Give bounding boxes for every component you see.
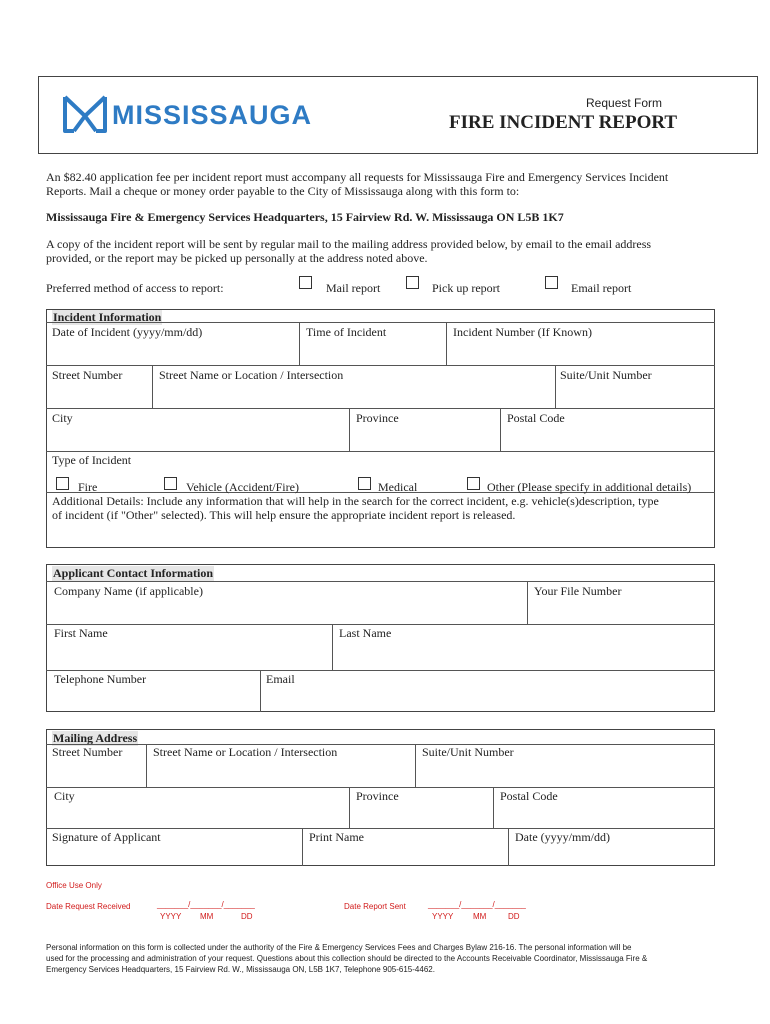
vehicle-checkbox[interactable] (164, 477, 177, 490)
divider (302, 828, 303, 866)
email-report-checkbox[interactable] (545, 276, 558, 289)
other-checkbox[interactable] (467, 477, 480, 490)
mississauga-logo-icon (62, 92, 108, 134)
medical-label: Medical (378, 480, 418, 494)
request-form-label: Request Form (586, 96, 663, 110)
divider (146, 744, 147, 787)
divider (527, 581, 528, 624)
divider (500, 408, 501, 451)
received-mm-label: MM (200, 912, 214, 921)
type-of-incident-label: Type of Incident (52, 453, 132, 467)
divider (446, 322, 447, 365)
mailing-street-name-field[interactable]: Street Name or Location / Intersection (153, 745, 338, 759)
divider (46, 624, 715, 625)
pick-up-report-checkbox[interactable] (406, 276, 419, 289)
incident-suite-field[interactable]: Suite/Unit Number (560, 368, 652, 382)
incident-street-number-field[interactable]: Street Number (52, 368, 123, 382)
divider (152, 365, 153, 408)
logo-text: MISSISSAUGA (112, 100, 313, 130)
office-use-title: Office Use Only (46, 881, 102, 890)
hq-address: Mississauga Fire & Emergency Services Headquarters, 15 Fairview Rd. W. Mississauga ON L5B 1K7 (46, 210, 564, 224)
mailing-province-field[interactable]: Province (356, 789, 399, 803)
additional-details-line-1: Additional Details: Include any information that will help in the search for the correct incident, e.g. vehicle(s)description, type (52, 494, 659, 508)
date-sent-label: Date Report Sent (344, 902, 406, 911)
date-received-blank[interactable]: _______/_______/_______ (157, 900, 255, 909)
mailing-postal-code-field[interactable]: Postal Code (500, 789, 558, 803)
divider (46, 787, 715, 788)
mail-report-label: Mail report (326, 281, 381, 295)
divider (260, 670, 261, 712)
divider (493, 787, 494, 828)
email-report-label: Email report (571, 281, 632, 295)
access-method-label: Preferred method of access to report: (46, 281, 224, 295)
fee-text-line-1: An $82.40 application fee per incident report must accompany all requests for Mississauga Fire and Emergency Services Incident (46, 170, 669, 184)
divider (46, 365, 715, 366)
email-field[interactable]: Email (266, 672, 295, 686)
mailing-city-field[interactable]: City (54, 789, 75, 803)
incident-city-field[interactable]: City (52, 411, 73, 425)
incident-province-field[interactable]: Province (356, 411, 399, 425)
mailing-section-title: Mailing Address (53, 731, 138, 745)
divider (415, 744, 416, 787)
sent-yyyy-label: YYYY (432, 912, 454, 921)
fire-label: Fire (78, 480, 98, 494)
incident-street-name-field[interactable]: Street Name or Location / Intersection (159, 368, 344, 382)
privacy-notice-line-2: used for the processing and administration of your request. Questions about this collection should be directed to the Accounts Receivable Coordinator, Mississauga Fire & (46, 954, 648, 963)
fee-text-line-2: Reports. Mail a cheque or money order payable to the City of Mississauga along with this form to: (46, 184, 520, 198)
vehicle-label: Vehicle (Accident/Fire) (186, 480, 299, 494)
copy-text-line-2: provided, or the report may be picked up personally at the address noted above. (46, 251, 428, 265)
file-number-field[interactable]: Your File Number (534, 584, 622, 598)
date-sent-blank[interactable]: _______/_______/_______ (428, 900, 526, 909)
received-yyyy-label: YYYY (160, 912, 182, 921)
incident-postal-code-field[interactable]: Postal Code (507, 411, 565, 425)
divider (46, 670, 715, 671)
divider (46, 451, 715, 452)
additional-details-line-2: of incident (if "Other" selected). This will help ensure the appropriate incident report is released. (52, 508, 516, 522)
divider (46, 581, 715, 582)
date-of-incident-field[interactable]: Date of Incident (yyyy/mm/dd) (52, 325, 203, 339)
divider (349, 408, 350, 451)
signature-date-field[interactable]: Date (yyyy/mm/dd) (515, 830, 610, 844)
medical-checkbox[interactable] (358, 477, 371, 490)
date-received-label: Date Request Received (46, 902, 131, 911)
divider (46, 408, 715, 409)
copy-text-line-1: A copy of the incident report will be sent by regular mail to the mailing address provided below, by email to the email address (46, 237, 652, 251)
applicant-section-title: Applicant Contact Information (53, 566, 214, 580)
time-of-incident-field[interactable]: Time of Incident (306, 325, 387, 339)
company-name-field[interactable]: Company Name (if applicable) (54, 584, 203, 598)
last-name-field[interactable]: Last Name (339, 626, 392, 640)
divider (332, 624, 333, 670)
sent-mm-label: MM (473, 912, 487, 921)
sent-dd-label: DD (508, 912, 520, 921)
divider (508, 828, 509, 866)
print-name-field[interactable]: Print Name (309, 830, 364, 844)
mail-report-checkbox[interactable] (299, 276, 312, 289)
divider (349, 787, 350, 828)
other-label: Other (Please specify in additional details) (487, 480, 692, 494)
incident-number-field[interactable]: Incident Number (If Known) (453, 325, 592, 339)
divider (46, 322, 715, 323)
pick-up-report-label: Pick up report (432, 281, 500, 295)
privacy-notice-line-3: Emergency Services Headquarters, 15 Fairview Rd. W., Mississauga ON, L5B 1K7, Telephone 905-615-4462. (46, 965, 435, 974)
divider (46, 828, 715, 829)
divider (299, 322, 300, 365)
page-title: FIRE INCIDENT REPORT (449, 112, 678, 133)
signature-field[interactable]: Signature of Applicant (52, 830, 161, 844)
mailing-street-number-field[interactable]: Street Number (52, 745, 123, 759)
first-name-field[interactable]: First Name (54, 626, 108, 640)
received-dd-label: DD (241, 912, 253, 921)
incident-section-title: Incident Information (53, 310, 162, 324)
privacy-notice-line-1: Personal information on this form is collected under the authority of the Fire & Emergency Services Fees and Charges Bylaw 216-16. The personal information will be (46, 943, 632, 952)
divider (555, 365, 556, 408)
fire-checkbox[interactable] (56, 477, 69, 490)
telephone-field[interactable]: Telephone Number (54, 672, 147, 686)
mailing-suite-field[interactable]: Suite/Unit Number (422, 745, 514, 759)
